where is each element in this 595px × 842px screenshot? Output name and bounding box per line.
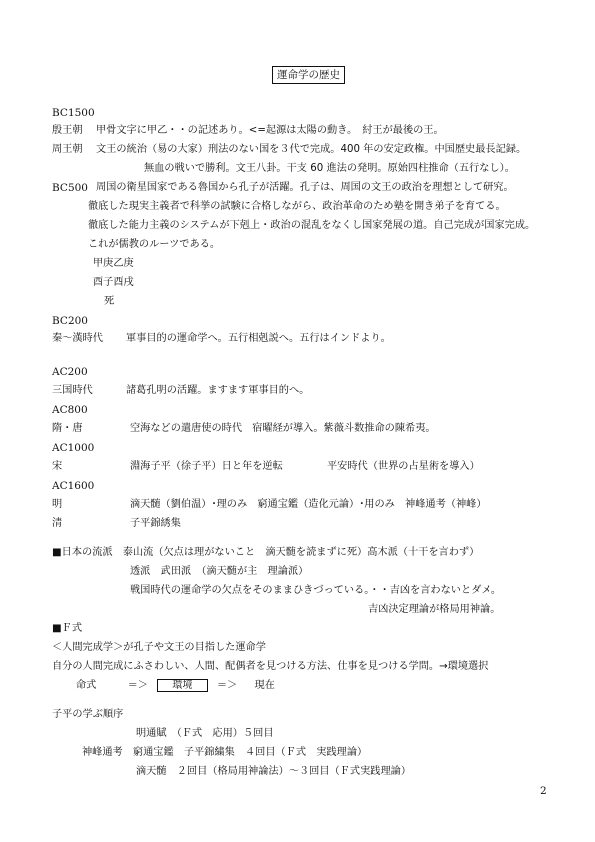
zhou-text: 文王の統治（易の大家）刑法のない国を３代で完成。400 年の安定政権。中国歴史最長記録。 bbox=[96, 144, 527, 155]
qing-text: 子平錦綉集 bbox=[130, 518, 181, 529]
f-style-flow bbox=[76, 679, 275, 693]
ac800-label: 隋・唐 bbox=[52, 423, 83, 434]
bc500-text-4: これが儒教のルーツである。 bbox=[88, 239, 221, 250]
zhou-label: 周王朝 bbox=[52, 144, 83, 155]
bc500-text-1: 周国の衛星国家である魯国から孔子が活躍。孔子は、周国の文王の政治を理想として研究。 bbox=[96, 182, 514, 193]
bc500-item-3: 死 bbox=[104, 296, 115, 307]
bc200-text: 軍事目的の運命学へ。五行相剋説へ。五行はインドより。 bbox=[126, 333, 391, 344]
f-style-line-1: ＜人間完成学＞が孔子や文王の目指した運命学 bbox=[52, 642, 266, 653]
bc500-item-2: 酉子酉戌 bbox=[93, 277, 134, 288]
bc500-item-1: 甲庚乙庚 bbox=[93, 258, 134, 269]
era-header-ac800: AC800 bbox=[52, 404, 88, 416]
study-order-line-3: 滴天髄 ２回目（格局用神論法）～３回目（Ｆ式実践理論） bbox=[136, 766, 412, 777]
f-style-header: ■Ｆ式 bbox=[52, 623, 83, 634]
flow-meishiki: 命式 bbox=[76, 680, 97, 691]
bc500-text-2: 徹底した現実主義者で科挙の試験に合格しながら、政治革命のため塾を開き弟子を育てる。 bbox=[88, 201, 506, 212]
japan-schools-line-2: 透派 武田派 （滴天髄が主 理論派） bbox=[130, 566, 309, 577]
era-header-ac200: AC200 bbox=[52, 366, 88, 378]
flow-arrow-2: ＝＞ bbox=[216, 680, 238, 691]
era-header-ac1000: AC1000 bbox=[52, 442, 95, 454]
ac800-text: 空海などの遣唐使の時代 宿曜経が導入。紫薇斗数推命の陳希夷。 bbox=[130, 423, 436, 434]
f-style-line-2: 自分の人間完成にふさわしい、人間、配偶者を見つける方法、仕事を見つける学問。→環境選択 bbox=[52, 661, 489, 672]
bc200-label: 秦～漢時代 bbox=[52, 333, 103, 344]
flow-arrow-1: ＝＞ bbox=[127, 680, 148, 691]
era-header-ac1600: AC1600 bbox=[52, 480, 95, 492]
japan-schools-line-4: 吉凶決定理論が格局用神論。 bbox=[368, 604, 501, 615]
page-title: 運命学の歴史 bbox=[272, 66, 345, 84]
study-order-header: 子平の学ぶ順序 bbox=[52, 709, 124, 720]
ming-text: 滴天髄（劉伯温）･理のみ 窮通宝鑑（造化元論）･用のみ 神峰通考（神峰） bbox=[130, 499, 487, 510]
qing-label: 清 bbox=[52, 518, 63, 529]
yin-label: 殷王朝 bbox=[52, 125, 83, 136]
ming-label: 明 bbox=[52, 499, 63, 510]
japan-schools-line-3: 戦国時代の運命学の欠点をそのままひきづっている。・・吉凶を言わないとダメ。 bbox=[130, 585, 502, 596]
bc500-text-3: 徹底した能力主義のシステムが下剋上・政治の混乱をなくし国家発展の道。自己完成が国家完成。 bbox=[88, 220, 536, 231]
ac200-text: 諸葛孔明の活躍。ますます軍事目的へ。 bbox=[126, 385, 310, 396]
flow-present: 現在 bbox=[254, 680, 275, 691]
ac1000-text: 淵海子平（徐子平）日と年を逆転 bbox=[130, 461, 283, 472]
era-header-bc1500: BC1500 bbox=[52, 107, 95, 119]
study-order-line-2: 神峰通考 窮通宝鑑 子平錦繍集 ４回目（Ｆ式 実践理論） bbox=[82, 747, 368, 758]
yin-text: 甲骨文字に甲乙・・の記述あり。<=起源は太陽の動き。 紂王が最後の王。 bbox=[96, 125, 444, 136]
page-number: 2 bbox=[540, 785, 547, 797]
ac1000-label: 宋 bbox=[52, 461, 63, 472]
ac200-label: 三国時代 bbox=[52, 385, 93, 396]
ac1000-text-2: 平安時代（世界の占星術を導入） bbox=[327, 461, 480, 472]
japan-schools-line-1: ■日本の流派 泰山流（欠点は理がないこと 滴天髄を読まずに死）高木派（十干を言わず） bbox=[52, 547, 480, 558]
flow-environment-box: 環境 bbox=[157, 679, 207, 692]
zhou-text-2: 無血の戦いで勝利。文王八卦。干支 60 進法の発明。原始四柱推命（五行なし）。 bbox=[144, 163, 515, 174]
study-order-line-1: 明通賦 （Ｆ式 応用）５回目 bbox=[136, 728, 274, 739]
era-header-bc200: BC200 bbox=[52, 315, 88, 327]
era-header-bc500: BC500 bbox=[52, 182, 88, 194]
